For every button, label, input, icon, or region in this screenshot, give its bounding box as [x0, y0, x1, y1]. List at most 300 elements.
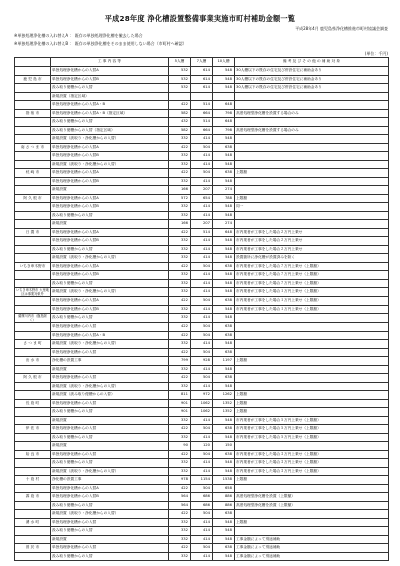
table-cell-5: 811	[169, 391, 191, 400]
table-cell-7: 504	[191, 297, 213, 306]
table-cell-5: 332	[169, 135, 191, 144]
table-cell-note	[235, 211, 389, 220]
table-cell-7: 654	[191, 194, 213, 203]
table-row	[15, 357, 389, 366]
table-cell-city	[15, 135, 51, 144]
table-cell-10: 798	[213, 109, 235, 118]
table-cell-7: 414	[191, 552, 213, 561]
table-cell-city: 湧 水 町	[15, 518, 51, 527]
table-cell-city	[15, 467, 51, 476]
table-cell-city	[15, 271, 51, 280]
table-header-row	[15, 58, 389, 67]
table-row	[15, 75, 389, 84]
table-cell-10: 548	[213, 160, 235, 169]
header-10: 10人槽	[213, 58, 235, 67]
table-cell-10: 548	[213, 433, 235, 442]
table-cell-work: 単独処理浄化槽からの入替A	[51, 169, 169, 178]
table-cell-note: 上限額	[235, 357, 389, 366]
table-cell-city: 南 さ つ ま 市	[15, 143, 51, 152]
table-cell-work: 新規設置（汲取り・浄化槽からの入替）	[51, 382, 169, 391]
table-cell-city	[15, 84, 51, 93]
table-row	[15, 527, 389, 536]
table-cell-7: 1154	[191, 476, 213, 485]
table-cell-note: 市内業者が工事をした場合７万円上乗せ（上限額）	[235, 271, 389, 280]
table-cell-7: 207	[191, 186, 213, 195]
table-cell-5: 332	[169, 254, 191, 263]
table-cell-10: 648	[213, 118, 235, 127]
table-cell-city	[15, 484, 51, 493]
table-cell-work: 新規設置（汲取り・浄化槽からの入替）	[51, 160, 169, 169]
table-cell-work: 単独処理浄化槽からの入替A・B	[51, 101, 169, 110]
table-row	[15, 288, 389, 297]
table-cell-5: 332	[169, 237, 191, 246]
table-cell-work: 新規設置（汲み取り便槽からの入替）	[51, 391, 169, 400]
table-cell-city: 長 島 町	[15, 399, 51, 408]
table-cell-10: 638	[213, 323, 235, 332]
table-cell-7: 414	[191, 160, 213, 169]
table-cell-city	[15, 160, 51, 169]
table-cell-7: 207	[191, 220, 213, 229]
table-cell-work: 単独処理浄化槽からの入替B	[51, 305, 169, 314]
table-cell-work: 汲み取り便槽からの入替	[51, 211, 169, 220]
table-cell-5: 332	[169, 340, 191, 349]
table-cell-note: 市内業者が工事をした場合１万円上乗せ（上限額）	[235, 288, 389, 297]
table-cell-note: 市内業者が工事をした場合１万円上乗せ（上限額）	[235, 305, 389, 314]
table-cell-city	[15, 348, 51, 357]
table-cell-city	[15, 92, 51, 101]
table-cell-note	[235, 331, 389, 340]
table-cell-note: 市内業者が工事をした場合７万円上乗せ（上限額）	[235, 262, 389, 271]
table-cell-note	[235, 118, 389, 127]
table-cell-work: 新規設置	[51, 416, 169, 425]
table-cell-city: 曽 於 市	[15, 544, 51, 553]
table-cell-7: 504	[191, 348, 213, 357]
table-row	[15, 228, 389, 237]
table-cell-note: 高度処理型浄化槽を設置する場合のみ	[235, 126, 389, 135]
table-cell-10: 548	[213, 254, 235, 263]
table-cell-note	[235, 101, 389, 110]
table-cell-5: 422	[169, 450, 191, 459]
table-cell-note: 工事金額によって別途補助	[235, 552, 389, 561]
table-cell-work: 単独処理浄化槽からの入替B	[51, 237, 169, 246]
table-row	[15, 160, 389, 169]
table-cell-7: 664	[191, 126, 213, 135]
table-cell-city	[15, 186, 51, 195]
table-cell-work: 新規設置（汲取り・浄化槽からの入替）	[51, 340, 169, 349]
table-cell-note: 上限額	[235, 518, 389, 527]
table-cell-7: 504	[191, 374, 213, 383]
table-cell-city	[15, 67, 51, 76]
table-cell-note	[235, 186, 389, 195]
table-cell-note	[235, 374, 389, 383]
header-7: 7人槽	[191, 58, 213, 67]
table-cell-work: 単独処理浄化槽からの入替	[51, 450, 169, 459]
unit-label: (単位：千円)	[364, 51, 388, 56]
table-cell-5: 422	[169, 374, 191, 383]
table-cell-5: 532	[169, 67, 191, 76]
table-cell-10: 886	[213, 501, 235, 510]
table-cell-note	[235, 510, 389, 519]
table-cell-note	[235, 177, 389, 186]
table-cell-work: 単独処理浄化槽からの入替A	[51, 228, 169, 237]
table-cell-city	[15, 126, 51, 135]
table-cell-10: 1352	[213, 399, 235, 408]
table-cell-city: 出 水 市	[15, 357, 51, 366]
table-cell-note: 同一	[235, 203, 389, 212]
table-cell-7: 414	[191, 135, 213, 144]
table-cell-5: 332	[169, 305, 191, 314]
table-cell-5: 422	[169, 544, 191, 553]
table-cell-note: 工事金額によって別途補助	[235, 544, 389, 553]
table-row	[15, 84, 389, 93]
table-row	[15, 305, 389, 314]
table-cell-10: 638	[213, 262, 235, 271]
table-cell-10: 638	[213, 331, 235, 340]
table-cell-work: 単独処理浄化槽からの入替B	[51, 493, 169, 502]
table-cell-note	[235, 314, 389, 323]
table-cell-5: 422	[169, 297, 191, 306]
table-cell-10: 638	[213, 169, 235, 178]
table-cell-note: 市内業者が工事をした場合３万円上乗せ（上限額）	[235, 467, 389, 476]
table-cell-10: 548	[213, 416, 235, 425]
table-row	[15, 254, 389, 263]
table-cell-10: 648	[213, 101, 235, 110]
table-row	[15, 135, 389, 144]
table-cell-5: 572	[169, 194, 191, 203]
table-row	[15, 476, 389, 485]
table-cell-5: 332	[169, 552, 191, 561]
table-cell-note	[235, 484, 389, 493]
table-cell-7: 1062	[191, 408, 213, 417]
table-row	[15, 169, 389, 178]
table-cell-note: 上限額	[235, 391, 389, 400]
table-cell-7: 1062	[191, 399, 213, 408]
table-cell-10: 274	[213, 186, 235, 195]
table-cell-5: 332	[169, 365, 191, 374]
table-cell-7: 414	[191, 433, 213, 442]
table-cell-note: 市内業者が工事をした場合２万円上乗せ	[235, 245, 389, 254]
table-cell-7: 414	[191, 365, 213, 374]
table-cell-note: 市内業者が工事をした場合５万円上乗せ（上限額）	[235, 433, 389, 442]
table-row	[15, 374, 389, 383]
table-cell-10: 548	[213, 314, 235, 323]
table-cell-10: 548	[213, 467, 235, 476]
table-cell-city: 日 置 市	[15, 228, 51, 237]
table-cell-note: 30人槽以下の既存の住宅及び併設住宅に補助金あり	[235, 84, 389, 93]
table-cell-note	[235, 348, 389, 357]
table-cell-5: 332	[169, 382, 191, 391]
table-cell-7: 414	[191, 279, 213, 288]
table-row	[15, 203, 389, 212]
table-cell-7: 414	[191, 177, 213, 186]
table-cell-10: 638	[213, 510, 235, 519]
table-cell-5: 332	[169, 245, 191, 254]
table-row	[15, 399, 389, 408]
table-cell-note: 高度処理型浄化槽を設置（上限額）	[235, 493, 389, 502]
table-cell-city: 伊 佐 市	[15, 425, 51, 434]
table-cell-city	[15, 331, 51, 340]
table-cell-city	[15, 459, 51, 468]
table-cell-5: 332	[169, 416, 191, 425]
table-cell-5	[169, 92, 191, 101]
table-cell-7: 120	[191, 442, 213, 451]
table-cell-work: 浄化槽の設置工事	[51, 476, 169, 485]
table-cell-work: 新規設置（汲取り・浄化槽からの入替）	[51, 510, 169, 519]
table-row	[15, 459, 389, 468]
table-cell-note: 上限額	[235, 476, 389, 485]
table-cell-5: 332	[169, 152, 191, 161]
document-subtitle: 平成28年4月 鹿児島県浄化槽推進市町村協議会調査	[295, 26, 388, 31]
table-cell-5: 422	[169, 169, 191, 178]
table-cell-5: 422	[169, 323, 191, 332]
table-cell-city	[15, 433, 51, 442]
table-cell-work: 単独処理浄化槽からの入替	[51, 374, 169, 383]
table-row	[15, 501, 389, 510]
table-row	[15, 220, 389, 229]
table-cell-10: 548	[213, 152, 235, 161]
table-cell-city: いちき串木野市 大里地区は事業対象外	[16, 288, 49, 296]
table-cell-10: 548	[213, 340, 235, 349]
table-cell-10: 548	[213, 527, 235, 536]
table-cell-note: 市内業者が工事をした場合３万円上乗せ（上限額）	[235, 459, 389, 468]
table-cell-10: 548	[213, 211, 235, 220]
table-row	[15, 186, 389, 195]
table-cell-work: 新規設置	[51, 535, 169, 544]
table-row	[15, 237, 389, 246]
table-cell-10: 548	[213, 237, 235, 246]
table-cell-10: 1352	[213, 408, 235, 417]
table-cell-7: 504	[191, 450, 213, 459]
table-cell-work: 単独処理浄化槽からの入替	[51, 518, 169, 527]
table-cell-note: 市内業者が工事をした場合３万円上乗せ（上限額）	[235, 450, 389, 459]
note-1: ※単独処理浄化槽の入れ替えA ： 既存の単独処理浄化槽を撤去した場合	[14, 33, 143, 38]
table-row	[15, 408, 389, 417]
table-cell-5: 564	[169, 493, 191, 502]
table-cell-10: 548	[213, 288, 235, 297]
table-cell-5: 432	[169, 118, 191, 127]
table-row	[15, 245, 389, 254]
table-cell-work: 汲み取り便槽からの入替	[51, 459, 169, 468]
table-cell-10: 548	[213, 245, 235, 254]
table-cell-7: 514	[191, 228, 213, 237]
table-cell-city	[15, 535, 51, 544]
table-cell-work: 単独処理浄化槽からの入替A・B	[51, 331, 169, 340]
table-cell-work: 新規設置	[51, 220, 169, 229]
table-cell-work: 汲み取り便槽からの入替	[51, 552, 169, 561]
table-cell-note: 上限額	[235, 194, 389, 203]
table-cell-city: 阿 久 根 市	[15, 374, 51, 383]
table-cell-7: 928	[191, 357, 213, 366]
table-row	[15, 262, 389, 271]
table-row	[15, 544, 389, 553]
table-cell-5: 901	[169, 408, 191, 417]
table-cell-7: 414	[191, 340, 213, 349]
table-cell-7: 504	[191, 143, 213, 152]
table-cell-city	[15, 152, 51, 161]
table-row	[15, 101, 389, 110]
table-cell-7: 414	[191, 305, 213, 314]
table-row	[15, 279, 389, 288]
table-cell-5: 422	[169, 228, 191, 237]
table-cell-note: 市内業者が工事をした場合２万円上乗せ	[235, 237, 389, 246]
table-cell-5: 422	[169, 262, 191, 271]
table-cell-7: 686	[191, 501, 213, 510]
table-cell-note: 高度処理型浄化槽を設置する場合のみ	[235, 109, 389, 118]
table-cell-7: 414	[191, 211, 213, 220]
table-cell-work: 新規設置	[51, 186, 169, 195]
table-cell-7: 514	[191, 101, 213, 110]
table-cell-note	[235, 143, 389, 152]
table-cell-work: 単独処理浄化槽からの入替A・B（指定区域）	[51, 109, 169, 118]
table-cell-city: 鹿 児 島 市	[15, 75, 51, 84]
table-cell-city: 指 宿 市	[15, 109, 51, 118]
table-cell-5: 166	[169, 220, 191, 229]
subsidy-table	[14, 57, 389, 561]
table-cell-work: 汲み取り便槽からの入替	[51, 433, 169, 442]
table-cell-work: 単独処理浄化槽からの入替A	[51, 484, 169, 493]
table-cell-work: 単独処理浄化槽からの入替	[51, 544, 169, 553]
table-row	[15, 126, 389, 135]
table-cell-7: 414	[191, 254, 213, 263]
table-row	[15, 510, 389, 519]
table-cell-city: 枕 崎 市	[15, 169, 51, 178]
table-cell-work: 新規設置（汲取り・浄化槽からの入替）	[51, 288, 169, 297]
table-cell-city	[15, 101, 51, 110]
table-cell-7: 504	[191, 262, 213, 271]
table-cell-work: 単独処理浄化槽からの入替B	[51, 271, 169, 280]
table-row	[15, 442, 389, 451]
table-cell-5: 422	[169, 348, 191, 357]
table-cell-city	[15, 552, 51, 561]
table-cell-work: 汲み取り便槽からの入替（指定区域）	[51, 126, 169, 135]
table-cell-5: 90	[169, 442, 191, 451]
table-cell-7: 414	[191, 203, 213, 212]
table-row	[15, 143, 389, 152]
table-cell-10: 798	[213, 126, 235, 135]
table-cell-work: 単独処理浄化槽からの入替	[51, 399, 169, 408]
table-row	[15, 391, 389, 400]
table-cell-10: 548	[213, 67, 235, 76]
table-cell-10: 638	[213, 297, 235, 306]
table-row	[15, 271, 389, 280]
table-row	[15, 535, 389, 544]
document-title: 平成28年度 浄化槽設置整備事業実施市町村補助金額一覧	[104, 14, 296, 23]
table-cell-7: 504	[191, 169, 213, 178]
table-cell-city	[15, 416, 51, 425]
table-row	[15, 194, 389, 203]
table-cell-7: 414	[191, 518, 213, 527]
table-cell-city	[15, 527, 51, 536]
table-cell-city: 薩摩川内市（甑島除く）	[15, 314, 51, 323]
table-cell-note	[235, 220, 389, 229]
table-cell-7: 972	[191, 391, 213, 400]
table-cell-note: 上限額	[235, 399, 389, 408]
table-row	[15, 348, 389, 357]
table-cell-7: 504	[191, 331, 213, 340]
table-cell-work: 単独処理浄化槽からの入替A	[51, 194, 169, 203]
table-cell-work: 単独処理浄化槽からの入替	[51, 348, 169, 357]
table-cell-note	[235, 365, 389, 374]
table-cell-city: 十 島 村	[15, 476, 51, 485]
table-cell-5: 532	[169, 75, 191, 84]
table-cell-10: 788	[213, 194, 235, 203]
table-cell-city	[15, 501, 51, 510]
table-cell-10: 638	[213, 143, 235, 152]
table-cell-note	[235, 382, 389, 391]
table-cell-city	[15, 118, 51, 127]
table-cell-note: 上限額	[235, 408, 389, 417]
table-cell-10: 548	[213, 459, 235, 468]
table-cell-city: 霧 島 市	[15, 493, 51, 502]
table-cell-10: 886	[213, 493, 235, 502]
table-cell-note: 設置箇所に浄化槽が設置済みを除く	[235, 254, 389, 263]
table-cell-note: 高度処理型浄化槽を設置（上限額）	[235, 501, 389, 510]
table-cell-7: 614	[191, 67, 213, 76]
table-cell-10: 274	[213, 220, 235, 229]
table-cell-5: 422	[169, 510, 191, 519]
table-body	[15, 67, 389, 561]
table-cell-city	[15, 408, 51, 417]
table-cell-7	[191, 92, 213, 101]
table-cell-10: 548	[213, 279, 235, 288]
table-row	[15, 518, 389, 527]
table-cell-5: 332	[169, 518, 191, 527]
table-row	[15, 109, 389, 118]
table-cell-city	[15, 297, 51, 306]
table-cell-note	[235, 340, 389, 349]
table-cell-5: 332	[169, 177, 191, 186]
table-cell-work: 浄化槽の設置工事	[51, 357, 169, 366]
table-cell-work: 単独処理浄化槽からの入替A	[51, 143, 169, 152]
table-cell-7: 504	[191, 510, 213, 519]
table-cell-work: 単独処理浄化槽からの入替B	[51, 177, 169, 186]
table-cell-work: 単独処理浄化槽からの入替B	[51, 75, 169, 84]
table-row	[15, 297, 389, 306]
table-cell-work: 汲み取り便槽からの入替	[51, 245, 169, 254]
table-cell-city	[15, 203, 51, 212]
table-cell-city	[15, 177, 51, 186]
table-cell-city	[15, 220, 51, 229]
table-cell-7: 504	[191, 425, 213, 434]
table-cell-10	[213, 92, 235, 101]
table-cell-10: 1197	[213, 357, 235, 366]
table-row	[15, 177, 389, 186]
table-cell-work: 新規設置	[51, 365, 169, 374]
table-cell-note: 上限額	[235, 169, 389, 178]
table-cell-7: 504	[191, 323, 213, 332]
table-cell-city	[15, 510, 51, 519]
table-cell-7: 414	[191, 416, 213, 425]
table-cell-5: 799	[169, 357, 191, 366]
table-cell-work: 汲み取り便槽からの入替	[51, 527, 169, 536]
table-cell-note	[235, 135, 389, 144]
table-cell-work: 汲み取り便槽からの入替	[51, 84, 169, 93]
table-cell-7: 414	[191, 467, 213, 476]
table-row	[15, 340, 389, 349]
table-cell-city: いちき串木野市	[15, 262, 51, 271]
table-cell-work: 単独処理浄化槽からの入替B	[51, 152, 169, 161]
table-row	[15, 323, 389, 332]
table-row	[15, 92, 389, 101]
table-cell-10: 638	[213, 450, 235, 459]
table-cell-10: 548	[213, 84, 235, 93]
header-city	[15, 58, 51, 67]
table-cell-city	[15, 211, 51, 220]
table-cell-note: 市内業者が工事をした場合１万円上乗せ（上限額）	[235, 297, 389, 306]
table-cell-work: 単独処理浄化槽からの入替A	[51, 67, 169, 76]
table-row	[15, 152, 389, 161]
table-cell-city	[15, 305, 51, 314]
